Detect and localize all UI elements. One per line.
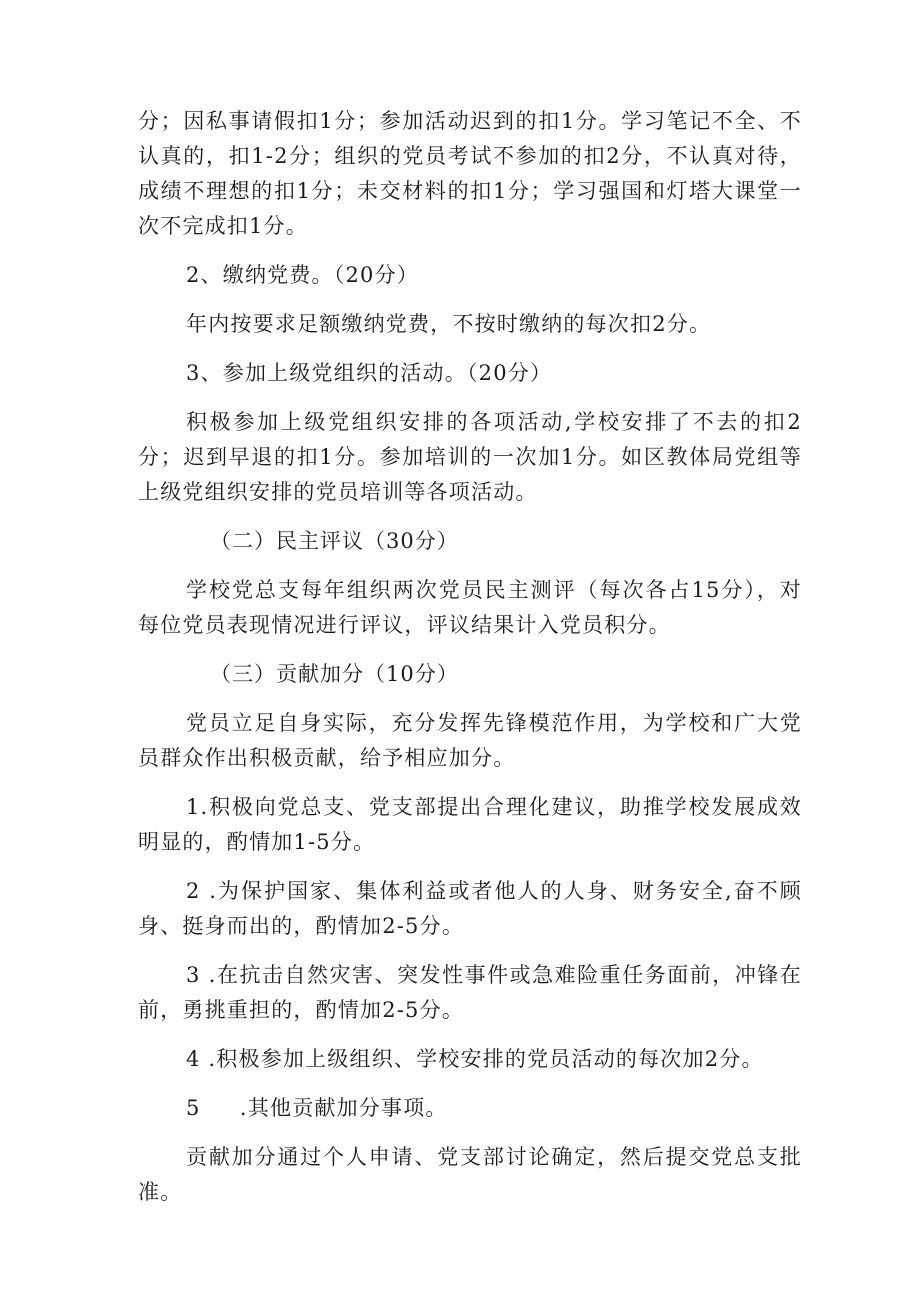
- document-page: [138, 104, 802, 1224]
- paragraph-democratic-review: 学校党总支每年组织两次党员民主测评（每次各占15分），对每位党员表现情况进行评议，评议结果计入党员积分。: [138, 578, 802, 637]
- paragraph-approval: 贡献加分通过个人申请、党支部讨论确定，然后提交党总支批准。: [138, 1145, 802, 1204]
- section-heading-democratic-review: （二）民主评议（30分）: [210, 529, 459, 553]
- list-item-2: 2 .为保护国家、集体利益或者他人的人身、财务安全,奋不顾身、挺身而出的，酌情加2-5分。: [138, 879, 802, 938]
- list-item-4: 4 .积极参加上级组织、学校安排的党员活动的每次加2分。: [186, 1047, 764, 1071]
- item-upper-activities-title: 3、参加上级党组织的活动。（20分）: [186, 361, 553, 385]
- paragraph-contribution-intro: 党员立足自身实际，充分发挥先锋模范作用，为学校和广大党员群众作出积极贡献，给予相应加分。: [138, 711, 802, 770]
- paragraph-party-dues: 年内按要求足额缴纳党费，不按时缴纳的每次扣2分。: [186, 312, 712, 336]
- paragraph-deductions: 分；因私事请假扣1分；参加活动迟到的扣1分。学习笔记不全、不认真的，扣1-2分；组织的党员考试不参加的扣2分，不认真对待，成绩不理想的扣1分；未交材料的扣1分；学习强国和灯塔大课堂一次不完成扣1分。: [138, 109, 802, 238]
- section-heading-contribution-bonus: （三）贡献加分（10分）: [210, 662, 459, 686]
- list-item-3: 3 .在抗击自然灾害、突发性事件或急难险重任务面前，冲锋在前，勇挑重担的，酌情加2-5分。: [138, 963, 802, 1022]
- paragraph-upper-activities: 积极参加上级党组织安排的各项活动,学校安排了不去的扣2分；迟到早退的扣1分。参加培训的一次加1分。如区教体局党组等上级党组织安排的党员培训等各项活动。: [138, 410, 802, 504]
- list-item-1: 1.积极向党总支、党支部提出合理化建议，助推学校发展成效明显的，酌情加1-5分。: [138, 795, 802, 854]
- item-party-dues-title: 2、缴纳党费。（20分）: [186, 263, 419, 287]
- list-item-5: 5 .其他贡献加分事项。: [186, 1096, 448, 1120]
